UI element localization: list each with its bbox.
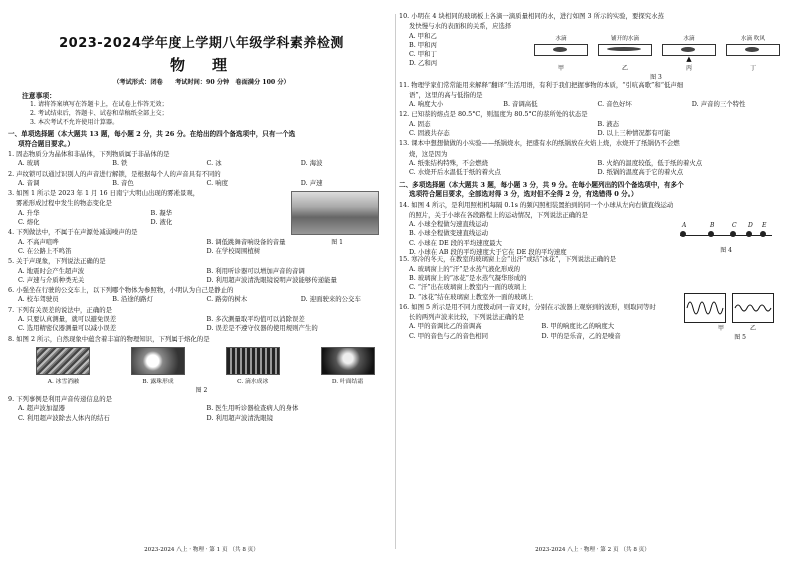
- ball-icon: [730, 231, 736, 237]
- option[interactable]: B. 甲和丙: [409, 40, 437, 49]
- option[interactable]: B. 小球全程做变速直线运动: [409, 229, 489, 238]
- question-10-options: [399, 32, 529, 69]
- page-2: 10. 小明在 4 块相同的玻璃板上各滴一滴质量相同的水，进行如图 3 所示的实验，要探究水蒸 发快慢与水的表面积的关系，应选择 A. 甲和乙 B. 甲和丙 C. 甲和丁 D. 乙和丙 水滴 铺开的水滴 水滴 ▲ 水滴 吹风 甲 乙 丙 丁 图 3 11. 物理学家们常常能用来解释“翻译”生活用语，有利于我们把握事物的本质，“引吭高歌”和“低声细 语”，这里的高与低指的是 A. 响度大小 B. 音调高低 C. 音色好坏 D. 声音的三个特性 12. 已知萘的熔点是 80.5°C，则温度为 80.5°C的萘所处的状态是 A. 固态 B. 液态 C. 固液共存态 D. 以上三种情况都有可能 13. 课本中想想做做的小实验——纸锅烧水，把盛有水的纸锅放在火焰上烧，水烧开了纸锅仍不会燃 烧，这是因为 A. 纸张结构特殊，不会燃烧 B. 火焰的温度较低，低于纸的着火点 C. 水烧开后水温低于纸的着火点 D. 纸锅的温度高于它的着火点 二、多项选择题（本大题共 3 题，每小题 3 分，共 9 分。在每小题列出的四个备选项中，有多个 选项符合题目要求，全部选对得 3 分，选对但不全得 2 分，有选错得 0 分。） 14. 如图 4 所示，是利用照相机每隔 0.1s 的频闪照相装置拍到的同一个小球从左向右做直线运动 的照片，关于小球在各段路程上的运动情况，下列说法正确的是 A. 小球全程做匀速直线运动 B. 小球全程做变速直线运动 C. 小球在 DE 段的平均速度最大 D. 小球在 AB 段的平均速度大于它在 DE 段的平均速度 A B C D E 图 4 15. 寒冷的冬天，在教室的玻璃窗上会“出汗”或结“冰花”，下列说法正确的是 A. 玻璃窗上的“汗”是水蒸气液化形成的 B. 玻璃窗上的“冰花”是水蒸气凝华形成的 C. “汗”出在玻璃窗上教室内一面的玻璃上 D. “冰花”结在玻璃窗上教室外一面的玻璃上 16. 如图 5 所示是用不同力度拨动同一音叉时，分别在示波器上观察到的波形，则取同等时 长的两列声波来比较，下列说法正确的是 A. 甲的音调比乙的音调高 B. 甲的响度比乙的响度大 C. 甲的音色与乙的音色相同 D. 甲的是乐音，乙的是噪音 甲 乙 图 5 2023-2024 八上 · 物理 · 第 2 页 （共 8 页）: [399, 6, 786, 555]
- question-15-stem: 15. 寒冷的冬天，在教室的玻璃窗上会“出汗”或结“冰花”，下列说法正确的是: [399, 255, 616, 264]
- option[interactable]: B. 调低跳舞音响设备的音量: [206, 237, 286, 246]
- question-4-stem: 4. 下列做法中，不属于在声源处减弱噪声的是: [8, 228, 138, 237]
- option[interactable]: C. 音色好坏: [597, 100, 632, 109]
- frost-image: [321, 347, 375, 375]
- figure-5-label: 图 5: [734, 334, 746, 342]
- option[interactable]: A. 纸张结构特殊，不会燃烧: [409, 158, 488, 167]
- option[interactable]: C. 水烧开后水温低于纸的着火点: [409, 168, 501, 177]
- option[interactable]: A. 固态: [409, 119, 431, 128]
- option[interactable]: D. 小球在 AB 段的平均速度大于它在 DE 段的平均速度: [409, 248, 567, 257]
- glass-plate-b: 铺开的水滴: [596, 34, 654, 63]
- figure-2-label: 图 2: [195, 386, 208, 394]
- option[interactable]: B. 液态: [597, 119, 620, 128]
- option[interactable]: B. 多次测量取平均值可以消除误差: [206, 315, 305, 324]
- option[interactable]: D. 声速: [300, 178, 323, 187]
- icicle-image: [226, 347, 280, 375]
- option[interactable]: B. 音调高低: [503, 100, 538, 109]
- page-divider: [395, 14, 396, 549]
- question-3-stem-cont: 雾凇形成过程中发生的物态变化是: [16, 199, 112, 208]
- option[interactable]: A. 响度大小: [409, 100, 444, 109]
- note-item: 3. 本次考试不允许使用计算器。: [30, 119, 119, 126]
- question-13-stem-cont: 烧，这是因为: [409, 149, 448, 158]
- ball-icon: [746, 231, 752, 237]
- option[interactable]: D. 利用超声波清洗眼镜说明声波能够传递能量: [206, 275, 337, 284]
- option[interactable]: B. 甲的响度比乙的响度大: [541, 322, 615, 331]
- question-10-body: [399, 32, 786, 80]
- ball-icon: [680, 231, 686, 237]
- option[interactable]: B. 医生用听诊器检查病人的身体: [206, 404, 299, 413]
- option[interactable]: A. 只要认真测量，就可以避免误差: [18, 315, 117, 324]
- section-heading-multi-choice: 二、多项选择题（本大题共 3 题，每小题 3 分，共 9 分。在每小题列出的四个备选项中，有多个 选项符合题目要求，全部选对得 3 分，选对但不全得 2 分，有选错得 0 分。）: [399, 180, 684, 199]
- option[interactable]: D. 声音的三个特性: [691, 100, 746, 109]
- question-1-options: [8, 159, 395, 168]
- question-1-stem: 1. 固态物质分为晶体和非晶体，下列物质属于非晶体的是: [8, 150, 170, 158]
- option[interactable]: D. 叶面结霜: [331, 378, 364, 385]
- question-5-stem: 5. 关于声现象，下列说法正确的是: [8, 257, 106, 266]
- waveform-b-icon: [732, 293, 774, 323]
- option[interactable]: C. 声速与介质种类无关: [18, 275, 85, 284]
- question-12-options: [399, 120, 786, 139]
- figure-2-images: [8, 347, 395, 375]
- option[interactable]: C. 小球在 DE 段的平均速度最大: [409, 238, 502, 247]
- question-10-stem-cont: 发快慢与水的表面积的关系，应选择: [409, 22, 512, 31]
- question-6-options: [8, 295, 395, 304]
- question-8-stem: 8. 如图 2 所示，自然现象中蕴含着丰富的物理知识，下列属于熔化的是: [8, 334, 210, 343]
- question-14-stem: 14. 如图 4 所示，是利用照相机每隔 0.1s 的频闪照相装置拍到的同一个小球从左向右做直线运动: [399, 200, 674, 209]
- option[interactable]: C. 选用精密仪器测量可以减小误差: [18, 324, 117, 333]
- water-drop-icon: [553, 47, 567, 52]
- option[interactable]: D. 以上三种情况都有可能: [597, 129, 671, 138]
- page-2-footer: 2023-2024 八上 · 物理 · 第 2 页 （共 8 页）: [535, 547, 650, 553]
- figure-1-label: 图 1: [331, 239, 343, 247]
- question-16-stem-cont: 长的两列声波来比较，下列说法正确的是: [409, 313, 525, 322]
- option[interactable]: A. 校车驾驶员: [18, 295, 59, 304]
- option[interactable]: B. 音色: [112, 178, 134, 187]
- option[interactable]: A. 升华: [18, 208, 40, 217]
- page-1-footer: 2023-2024 八上 · 物理 · 第 1 页 （共 8 页）: [144, 547, 259, 553]
- ball-icon: [760, 231, 766, 237]
- flame-icon: ▲: [686, 54, 692, 63]
- option[interactable]: A. 小球全程做匀速直线运动: [409, 220, 488, 229]
- notes-title: 注意事项：: [22, 92, 56, 100]
- question-3-stem: 3. 如图 1 所示是 2023 年 1 月 16 日南宁大明山出现的雾凇景观，: [8, 189, 200, 198]
- question-8-options: [8, 376, 395, 385]
- question-9-options: [8, 404, 395, 423]
- option[interactable]: A. 地震时会产生超声波: [18, 266, 85, 275]
- exam-meta: （考试形式：闭卷 考试时间：90 分钟 卷面满分 100 分）: [113, 79, 290, 86]
- water-drop-icon: [745, 47, 759, 52]
- option[interactable]: D. “冰花”结在玻璃窗上教室外一面的玻璃上: [409, 292, 534, 301]
- question-11-stem: 11. 物理学家们常常能用来解释“翻译”生活用语，有利于我们把握事物的本质，“引吭高歌”和“低声细: [399, 80, 684, 89]
- question-15-options: [399, 265, 786, 302]
- question-5-options: [8, 267, 395, 286]
- figure-4-rail: A B C D E: [680, 223, 772, 245]
- option[interactable]: C. 响度: [206, 178, 229, 187]
- question-3-options: [8, 209, 283, 228]
- question-16-stem: 16. 如图 5 所示是用不同力度拨动同一音叉时，分别在示波器上观察到的波形，则取同等时: [399, 302, 656, 311]
- question-12-stem: 12. 已知萘的熔点是 80.5°C，则温度为 80.5°C的萘所处的状态是: [399, 110, 588, 119]
- question-14-stem-cont: 的照片，关于小球在各段路程上的运动情况，下列说法正确的是: [409, 210, 588, 219]
- option[interactable]: B. 火焰的温度较低，低于纸的着火点: [597, 158, 703, 167]
- option[interactable]: A. 甲的音调比乙的音调高: [409, 322, 482, 331]
- water-drop-icon: [681, 47, 695, 52]
- glass-plate-d: 水滴 吹风: [724, 34, 782, 63]
- melting-snow-image: [36, 347, 90, 375]
- option[interactable]: A. 超声波加湿器: [18, 404, 66, 413]
- question-7-options: [8, 315, 395, 334]
- option[interactable]: A. 音调: [18, 178, 40, 187]
- option[interactable]: C. 冰: [206, 159, 222, 168]
- glass-plate-c: 水滴 ▲: [660, 34, 718, 63]
- option[interactable]: C. 固液共存态: [409, 129, 450, 138]
- question-6-stem: 6. 小强坐在行驶的公交车上，以下列哪个物体为参照物，小明认为自己是静止的: [8, 286, 234, 295]
- option[interactable]: B. 凝华: [150, 208, 173, 217]
- option[interactable]: D. 误差是不遵守仪器的使用规则产生的: [206, 324, 318, 333]
- page-1: [8, 6, 395, 555]
- option[interactable]: A. 玻璃: [18, 159, 40, 168]
- option[interactable]: B. 利用听诊器可以增加声音的音调: [206, 266, 305, 275]
- question-13-stem: 13. 课本中想想做做的小实验——纸锅烧水，把盛有水的纸锅放在火焰上烧，水烧开了纸锅仍不会燃: [399, 139, 680, 148]
- option[interactable]: C. 利用超声波除去人体内的结石: [18, 413, 110, 422]
- question-2-options: [8, 179, 395, 188]
- glass-plate-a: 水滴: [532, 34, 590, 63]
- question-14-options: [399, 220, 679, 257]
- option[interactable]: D. 液化: [150, 218, 173, 227]
- figure-3: 水滴 铺开的水滴 水滴 ▲ 水滴 吹风 甲 乙 丙 丁 图 3: [526, 32, 786, 81]
- question-13-options: [399, 159, 786, 178]
- ball-icon: [708, 231, 714, 237]
- option[interactable]: A. 不高声喧哗: [18, 237, 59, 246]
- rime-photo-image: [291, 191, 379, 235]
- option[interactable]: A. 冰雪消融: [47, 378, 79, 385]
- option[interactable]: A. 玻璃窗上的“汗”是水蒸气液化形成的: [409, 264, 521, 273]
- option[interactable]: C. 在公路上不鸣笛: [18, 246, 72, 255]
- option[interactable]: C. 甲和丁: [409, 50, 437, 59]
- option[interactable]: B. 玻璃窗上的“冰花”是水蒸气凝华形成的: [409, 273, 527, 282]
- note-item: 2. 考试结束后，答题卡、试卷和草稿纸全部上交；: [30, 110, 168, 117]
- option[interactable]: D. 迎面驶来的公交车: [300, 295, 361, 304]
- waveform-a-icon: [684, 293, 726, 323]
- question-16-options: [399, 322, 674, 341]
- option[interactable]: D. 甲的是乐音，乙的是噪音: [541, 331, 621, 340]
- question-9-stem: 9. 下列事例是利用声音传递信息的是: [8, 394, 112, 403]
- option[interactable]: C. 熔化: [18, 218, 40, 227]
- exam-title: 2023-2024学年度上学期八年级学科素养检测: [59, 36, 344, 51]
- question-11-options: [399, 100, 786, 109]
- option[interactable]: C. 路旁的树木: [206, 295, 248, 304]
- option[interactable]: C. “汗”出在玻璃窗上教室内一面的玻璃上: [409, 283, 527, 292]
- option[interactable]: D. 在学校周围植树: [206, 246, 261, 255]
- option[interactable]: D. 海波: [300, 159, 323, 168]
- option[interactable]: C. 甲的音色与乙的音色相同: [409, 331, 489, 340]
- question-11-stem-cont: 语”，这里的高与低指的是: [409, 90, 483, 99]
- dew-image: [131, 347, 185, 375]
- option[interactable]: B. 铁: [112, 159, 128, 168]
- option[interactable]: D. 乙和丙: [409, 59, 438, 68]
- option[interactable]: B. 露珠形成: [142, 378, 174, 385]
- question-10-stem: 10. 小明在 4 块相同的玻璃板上各滴一滴质量相同的水，进行如图 3 所示的实验，要探究水蒸: [399, 12, 664, 20]
- question-7-stem: 7. 下列有关误差的说法中，正确的是: [8, 305, 112, 314]
- water-drop-icon: [607, 47, 641, 51]
- exam-subject: 物 理: [169, 56, 233, 74]
- option[interactable]: D. 利用超声波清洗眼镜: [206, 413, 273, 422]
- note-item: 1. 请将答案填写在答题卡上，在试卷上作答无效；: [30, 101, 168, 108]
- figure-3-label: 图 3: [650, 73, 662, 81]
- option[interactable]: D. 纸锅的温度高于它的着火点: [597, 168, 684, 177]
- figure-4-label: 图 4: [720, 247, 732, 255]
- option[interactable]: A. 甲和乙: [409, 31, 437, 40]
- option[interactable]: C. 滴水成冰: [237, 378, 269, 385]
- question-2-stem: 2. 声纹锁可以通过识别人的声音进行解锁，是根据每个人的声音具有不同的: [8, 169, 221, 178]
- section-heading-single-choice: 一、单项选择题（本大题共 13 题，每小题 2 分，共 26 分。在给出的四个备选项中，只有一个选 项符合题目要求。）: [8, 130, 296, 148]
- option[interactable]: B. 沿途的路灯: [112, 295, 153, 304]
